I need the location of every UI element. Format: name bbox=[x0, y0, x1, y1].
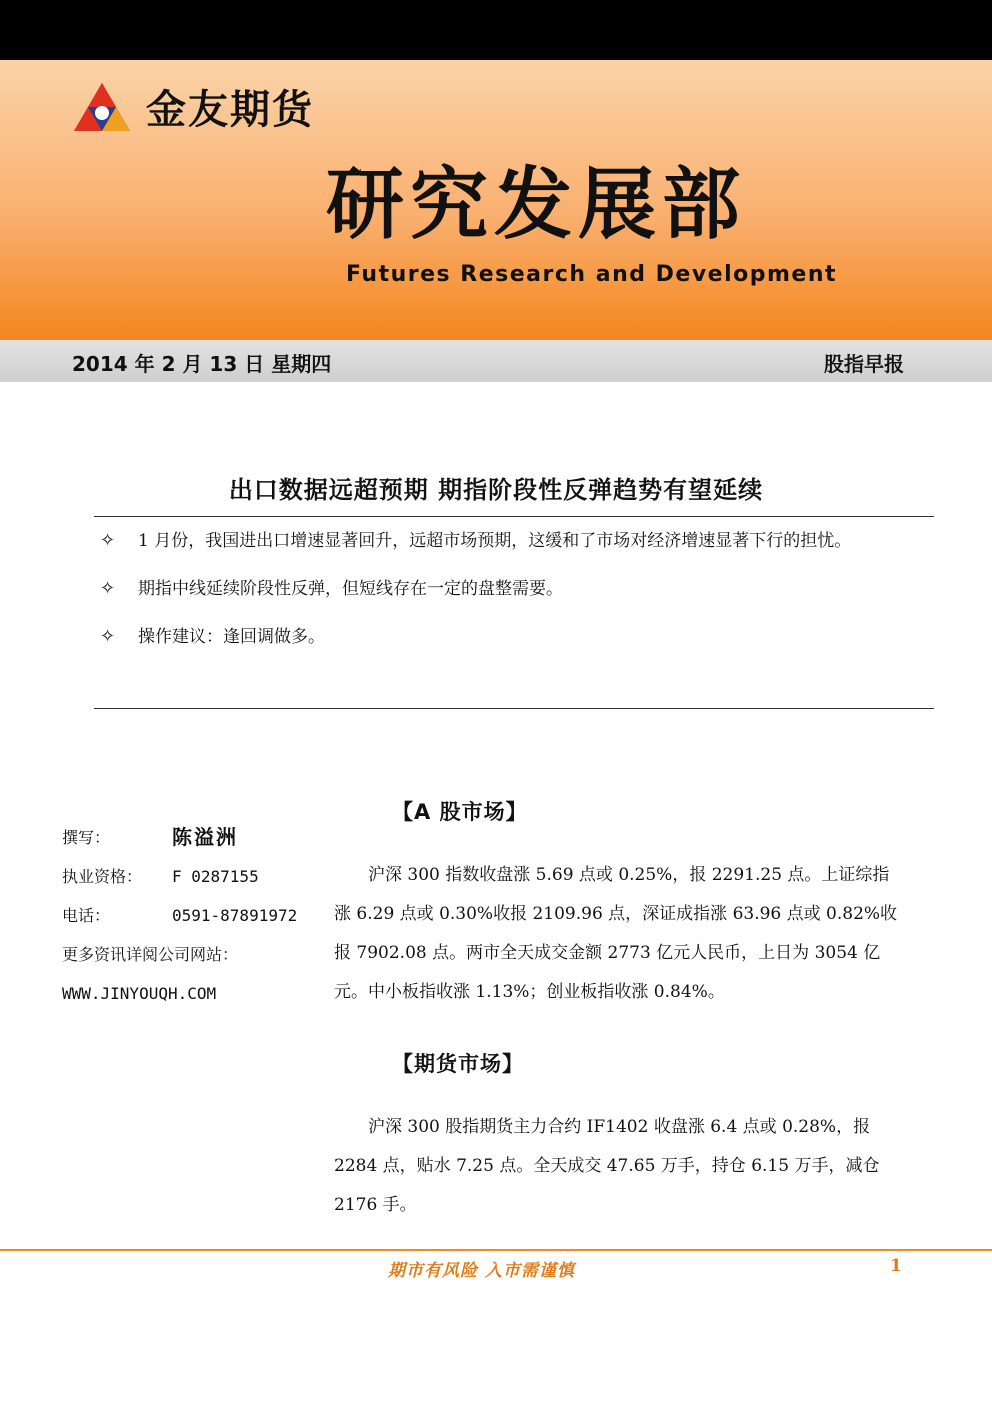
page-number: 1 bbox=[890, 1256, 902, 1276]
summary-item bbox=[100, 570, 930, 608]
headline: 出口数据远超预期 期指阶段性反弹趋势有望延续 bbox=[228, 476, 764, 504]
footer-slogan: 期市有风险 入市需谨慎 bbox=[388, 1261, 575, 1281]
department-title: 研究发展部 bbox=[326, 159, 747, 250]
section-title-a-share: 【A 股市场】 bbox=[392, 800, 528, 824]
logo-icon bbox=[72, 81, 132, 133]
website-link[interactable]: WWW.JINYOUQH.COM bbox=[62, 984, 217, 1003]
department-title-en: Futures Research and Development bbox=[346, 262, 838, 287]
more-info-label: 更多资讯详阅公司网站： bbox=[62, 945, 239, 964]
summary-text: 1 月份，我国进出口增速显著回升，远超市场预期，这缓和了市场对经济增速显著下行的担忧。 bbox=[138, 531, 852, 551]
summary-top-divider bbox=[94, 516, 934, 517]
author-info bbox=[62, 818, 297, 1013]
summary-text: 期指中线延续阶段性反弹，但短线存在一定的盘整需要。 bbox=[138, 579, 563, 599]
summary-text: 操作建议：逢回调做多。 bbox=[138, 627, 325, 647]
report-type: 股指早报 bbox=[824, 352, 904, 376]
license-label: 执业资格： bbox=[62, 867, 143, 886]
section-body-futures: 沪深 300 股指期货主力合约 IF1402 收盘涨 6.4 点或 0.28%，报 2284 点，贴水 7.25 点。全天成交 47.65 万手，持仓 6.15 万手，减仓 2176 手。 bbox=[334, 1117, 880, 1215]
date-bar bbox=[0, 340, 992, 382]
phone-label: 电话： bbox=[62, 906, 111, 925]
section-body-a-share: 沪深 300 指数收盘涨 5.69 点或 0.25%，报 2291.25 点。上证综指涨 6.29 点或 0.30%收报 2109.96 点，深证成指涨 63.96 点或 0.82%收报 7902.08 点。两市全天成交金额 2773 亿元人民币，上日为 3054 亿元。中小板指收涨 1.13%；创业板指收涨 0.84%。 bbox=[334, 865, 898, 1002]
brand-name: 金友期货 bbox=[146, 87, 314, 133]
report-date: 2014 年 2 月 13 日 星期四 bbox=[72, 352, 332, 376]
license-value: F 0287155 bbox=[172, 867, 259, 886]
footer-divider bbox=[0, 1249, 992, 1251]
section-title-futures: 【期货市场】 bbox=[392, 1052, 524, 1076]
diamond-bullet-icon: ✧ bbox=[100, 578, 116, 599]
company-logo bbox=[72, 78, 314, 135]
diamond-bullet-icon: ✧ bbox=[100, 626, 116, 647]
summary-list bbox=[100, 522, 930, 666]
diamond-bullet-icon: ✧ bbox=[100, 530, 116, 551]
summary-item bbox=[100, 618, 930, 656]
writer-label: 撰写： bbox=[62, 828, 111, 847]
top-black-bar bbox=[0, 0, 992, 60]
writer-name: 陈溢洲 bbox=[172, 825, 238, 849]
summary-item bbox=[100, 522, 930, 560]
summary-bottom-divider bbox=[94, 708, 934, 709]
phone-value: 0591-87891972 bbox=[172, 906, 298, 925]
